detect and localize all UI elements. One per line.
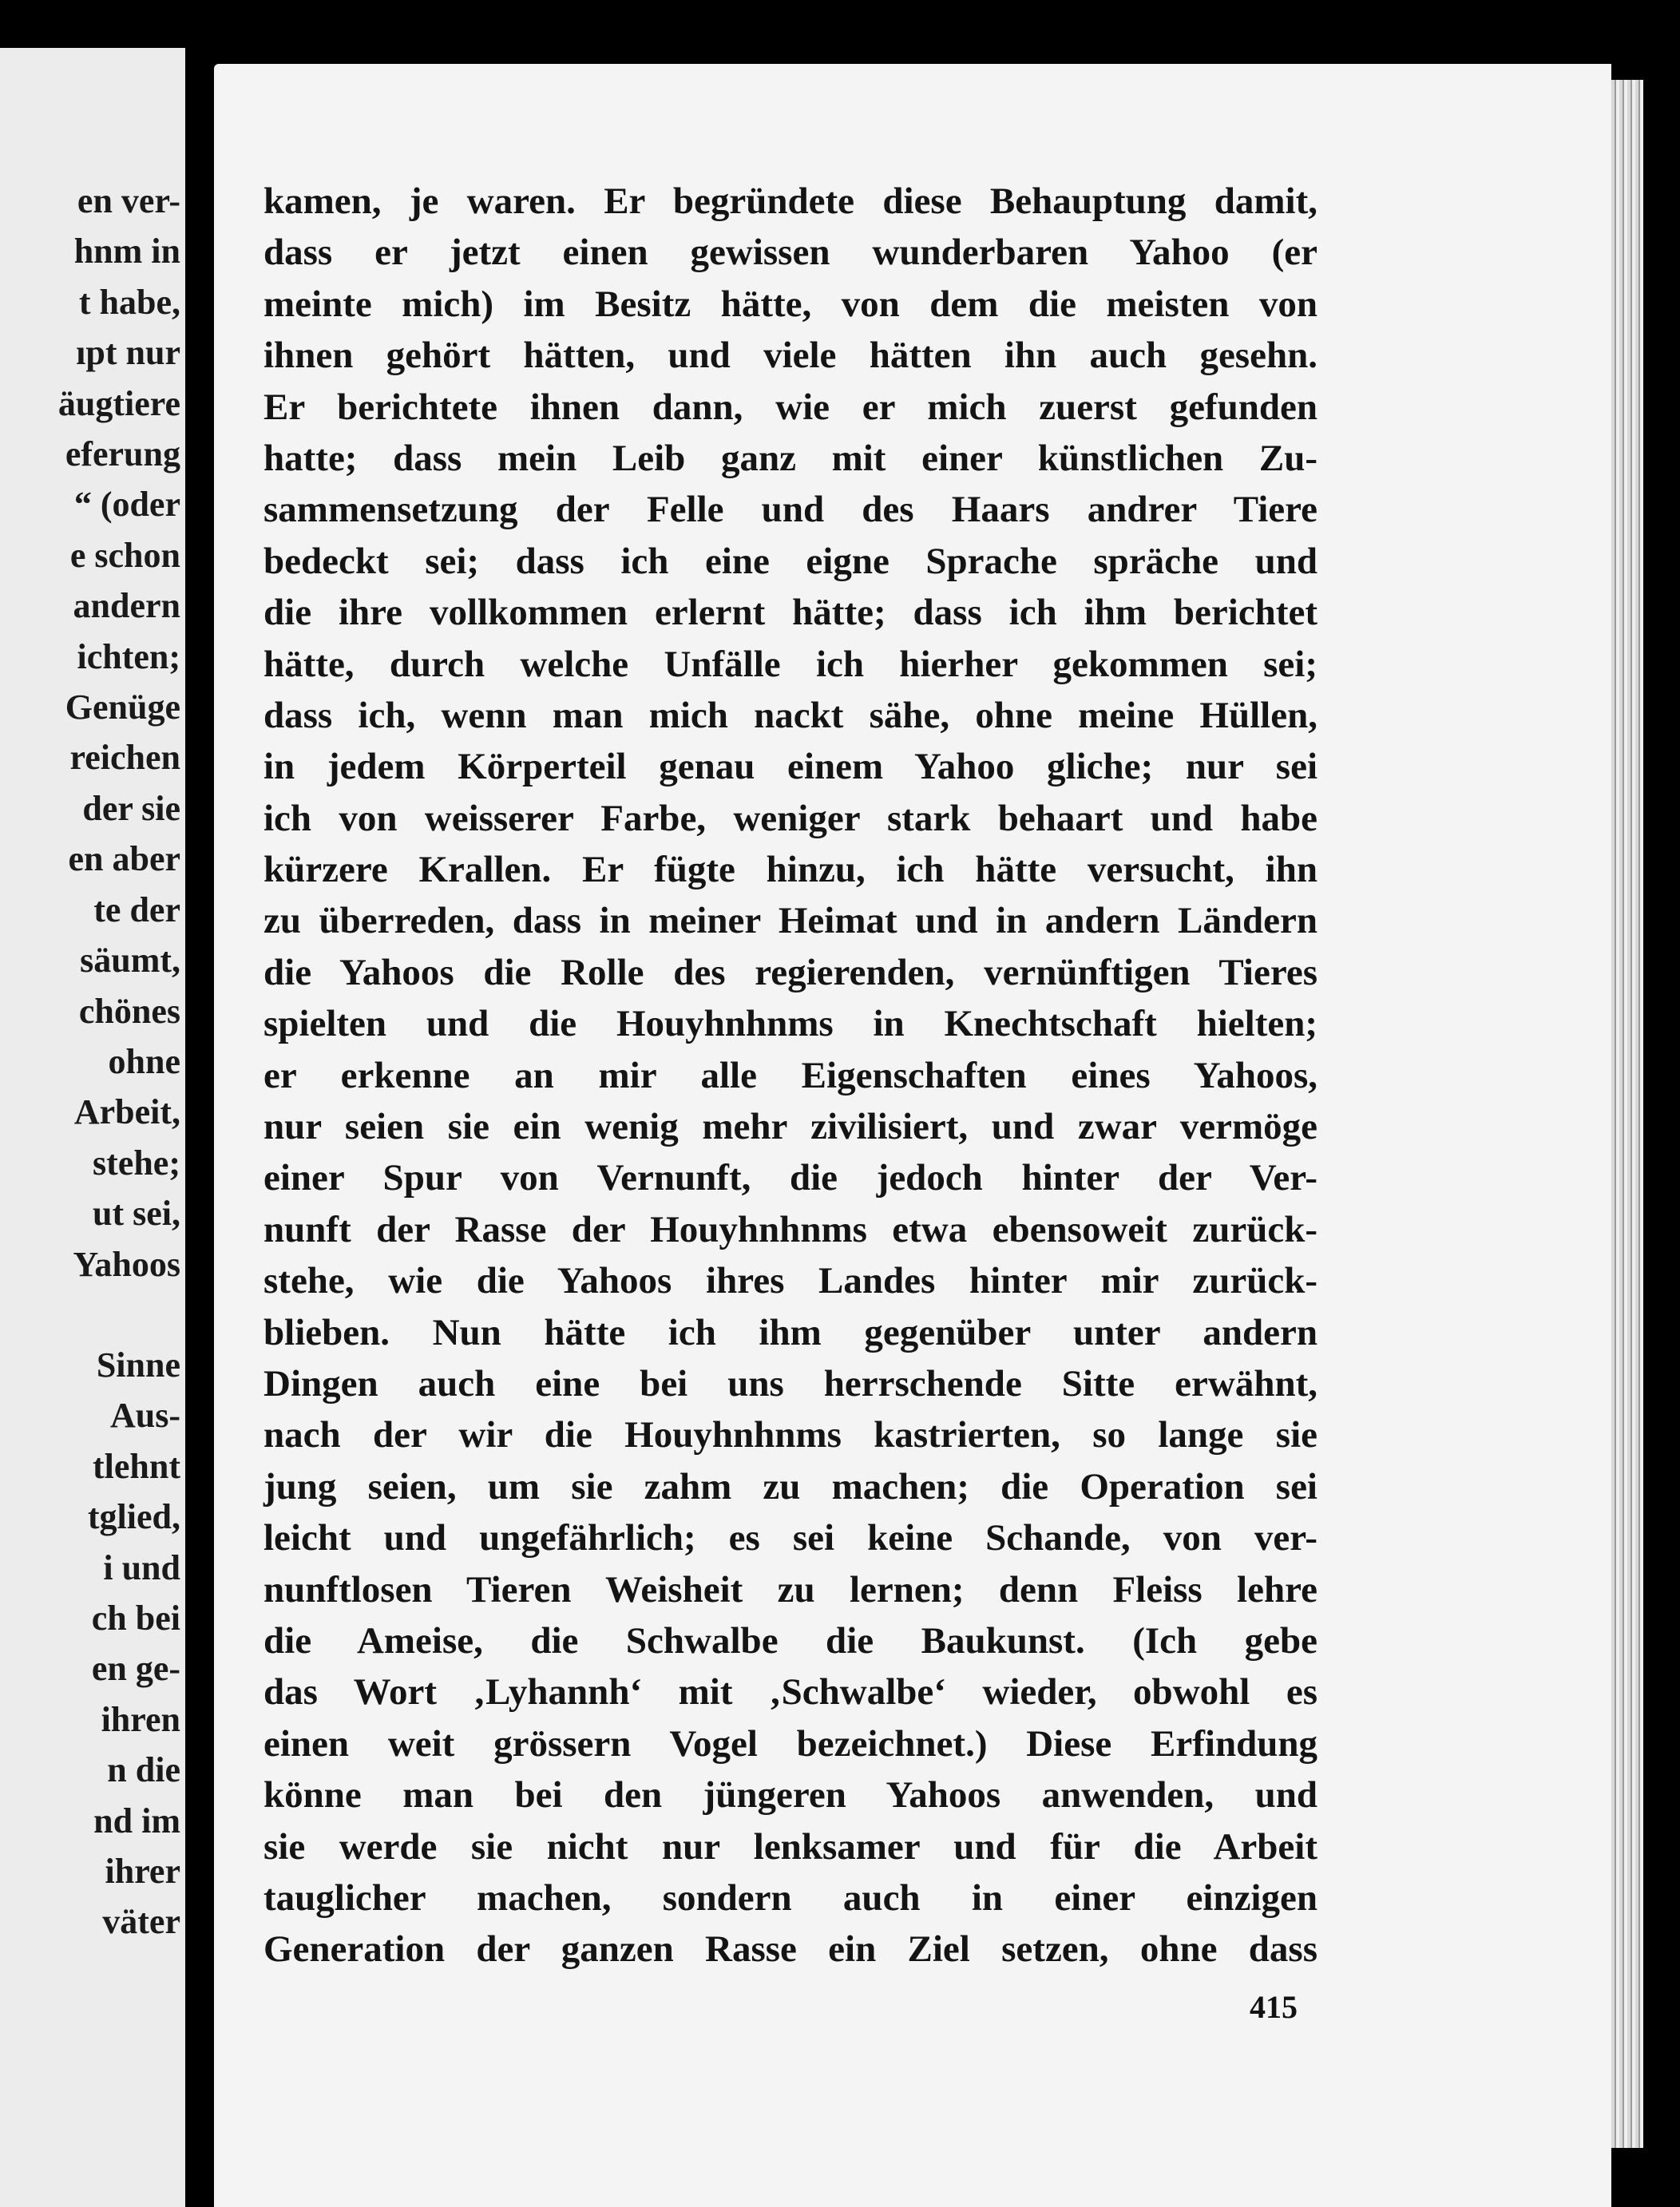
text-line: zu überreden, dass in meiner Heimat und in andern Ländern (263, 900, 1317, 942)
text-line: meinte mich) im Besitz hätte, von dem die meisten von (263, 283, 1317, 325)
left-page-line: tlehnt (93, 1446, 180, 1486)
text-line: die ihre vollkommen erlernt hätte; dass ich ihm berichtet (263, 592, 1317, 634)
text-line: sie werde sie nicht nur lenksamer und für die Arbeit (263, 1825, 1317, 1868)
left-page-line: andern (73, 586, 180, 626)
left-page-line: väter (102, 1902, 180, 1942)
text-line: Generation der ganzen Rasse ein Ziel setzen, ohne dass (263, 1928, 1317, 1971)
text-line: die Yahoos die Rolle des regierenden, vernünftigen Tieres (263, 951, 1317, 993)
text-line: in jedem Körperteil genau einem Yahoo gliche; nur sei (263, 746, 1317, 788)
text-line: leicht und ungefährlich; es sei keine Schande, von ver- (263, 1517, 1317, 1559)
left-page-line: der sie (82, 788, 180, 828)
left-page-line: ch bei (91, 1598, 180, 1638)
left-page-line: reichen (69, 738, 180, 778)
left-page-line: i und (103, 1547, 180, 1587)
text-line: das Wort ‚Lyhannh‘ mit ‚Schwalbe‘ wieder, obwohl es (263, 1671, 1317, 1714)
text-line: sammensetzung der Felle und des Haars andrer Tiere (263, 489, 1317, 531)
left-page-line: ıpt nur (76, 333, 180, 373)
left-page-line: ihren (101, 1699, 180, 1739)
left-page-line: te der (93, 890, 180, 929)
text-line: blieben. Nun hätte ich ihm gegenüber unter andern (263, 1311, 1317, 1353)
left-page-line: ut sei, (93, 1194, 180, 1234)
left-page-line: säumt, (80, 941, 180, 981)
left-page-line: en aber (68, 839, 180, 879)
left-page-line (0, 1290, 180, 1340)
left-page-line: en ge- (91, 1649, 180, 1689)
text-line: dass ich, wenn man mich nackt sähe, ohne meine Hüllen, (263, 694, 1317, 736)
text-line: hatte; dass mein Leib ganz mit einer künstlichen Zu- (263, 437, 1317, 479)
left-page-line: “ (oder (73, 485, 180, 525)
text-line: einen weit grössern Vogel bezeichnet.) Diese Erfindung (263, 1722, 1317, 1765)
left-page-line: ichten; (77, 636, 180, 676)
text-line: Dingen auch eine bei uns herrschende Sitte erwähnt, (263, 1362, 1317, 1405)
text-line: tauglicher machen, sondern auch in einer einzigen (263, 1876, 1317, 1919)
left-page-line: e schon (69, 535, 180, 575)
text-line: ihnen gehört hätten, und viele hätten ihn auch gesehn. (263, 335, 1317, 377)
left-page-line: t habe, (78, 282, 180, 322)
left-page-line: Genüge (65, 687, 180, 727)
text-line: stehe, wie die Yahoos ihres Landes hinter mir zurück- (263, 1260, 1317, 1302)
left-page-line: tglied, (87, 1497, 180, 1537)
text-line: nunftlosen Tieren Weisheit zu lernen; denn Fleiss lehre (263, 1568, 1317, 1611)
left-page-line: stehe; (93, 1143, 180, 1183)
left-page-line: eferung (65, 434, 180, 474)
text-line: kürzere Krallen. Er fügte hinzu, ich hätte versucht, ihn (263, 849, 1317, 891)
text-line: kamen, je waren. Er begründete diese Behauptung damit, (263, 180, 1317, 222)
left-page (0, 48, 185, 2207)
text-line: ich von weisserer Farbe, weniger stark behaart und habe (263, 797, 1317, 839)
left-page-line: Aus- (109, 1396, 180, 1436)
left-page-line: nd im (93, 1801, 180, 1840)
left-page-line: n die (107, 1750, 180, 1790)
left-page-line: Arbeit, (73, 1092, 180, 1132)
page-number: 415 (1250, 1989, 1298, 2025)
left-page-line: hnm in (73, 232, 180, 271)
left-page-line: en ver- (77, 181, 180, 220)
page-body-text (263, 176, 1317, 1975)
text-line: spielten und die Houyhnhnms in Knechtschaft hielten; (263, 1003, 1317, 1045)
text-line: bedeckt sei; dass ich eine eigne Sprache spräche und (263, 540, 1317, 582)
left-page-line: Yahoos (73, 1244, 180, 1284)
text-line: er erkenne an mir alle Eigenschaften eines Yahoos, (263, 1054, 1317, 1096)
text-line: hätte, durch welche Unfälle ich hierher gekommen sei; (263, 643, 1317, 685)
left-page-text (0, 176, 180, 1947)
text-line: Er berichtete ihnen dann, wie er mich zuerst gefunden (263, 386, 1317, 428)
text-line: nach der wir die Houyhnhnms kastrierten, so lange sie (263, 1414, 1317, 1456)
text-line: dass er jetzt einen gewissen wunderbaren Yahoo (er (263, 232, 1317, 274)
left-page-line: äugtiere (57, 383, 180, 423)
text-line: jung seien, um sie zahm zu machen; die Operation sei (263, 1465, 1317, 1508)
text-line: nur seien sie ein wenig mehr zivilisiert, und zwar vermöge (263, 1106, 1317, 1148)
left-page-line: ihrer (105, 1852, 180, 1891)
text-line: nunft der Rasse der Houyhnhnms etwa ebensoweit zurück- (263, 1208, 1317, 1250)
text-line: einer Spur von Vernunft, die jedoch hinter der Ver- (263, 1157, 1317, 1199)
left-page-line: ohne (108, 1041, 180, 1081)
left-page-line: chönes (78, 991, 180, 1031)
left-page-line: Sinne (96, 1345, 180, 1385)
text-line: könne man bei den jüngeren Yahoos anwenden, und (263, 1774, 1317, 1817)
book-gutter (185, 0, 214, 2207)
text-line: die Ameise, die Schwalbe die Baukunst. (Ich gebe (263, 1619, 1317, 1662)
